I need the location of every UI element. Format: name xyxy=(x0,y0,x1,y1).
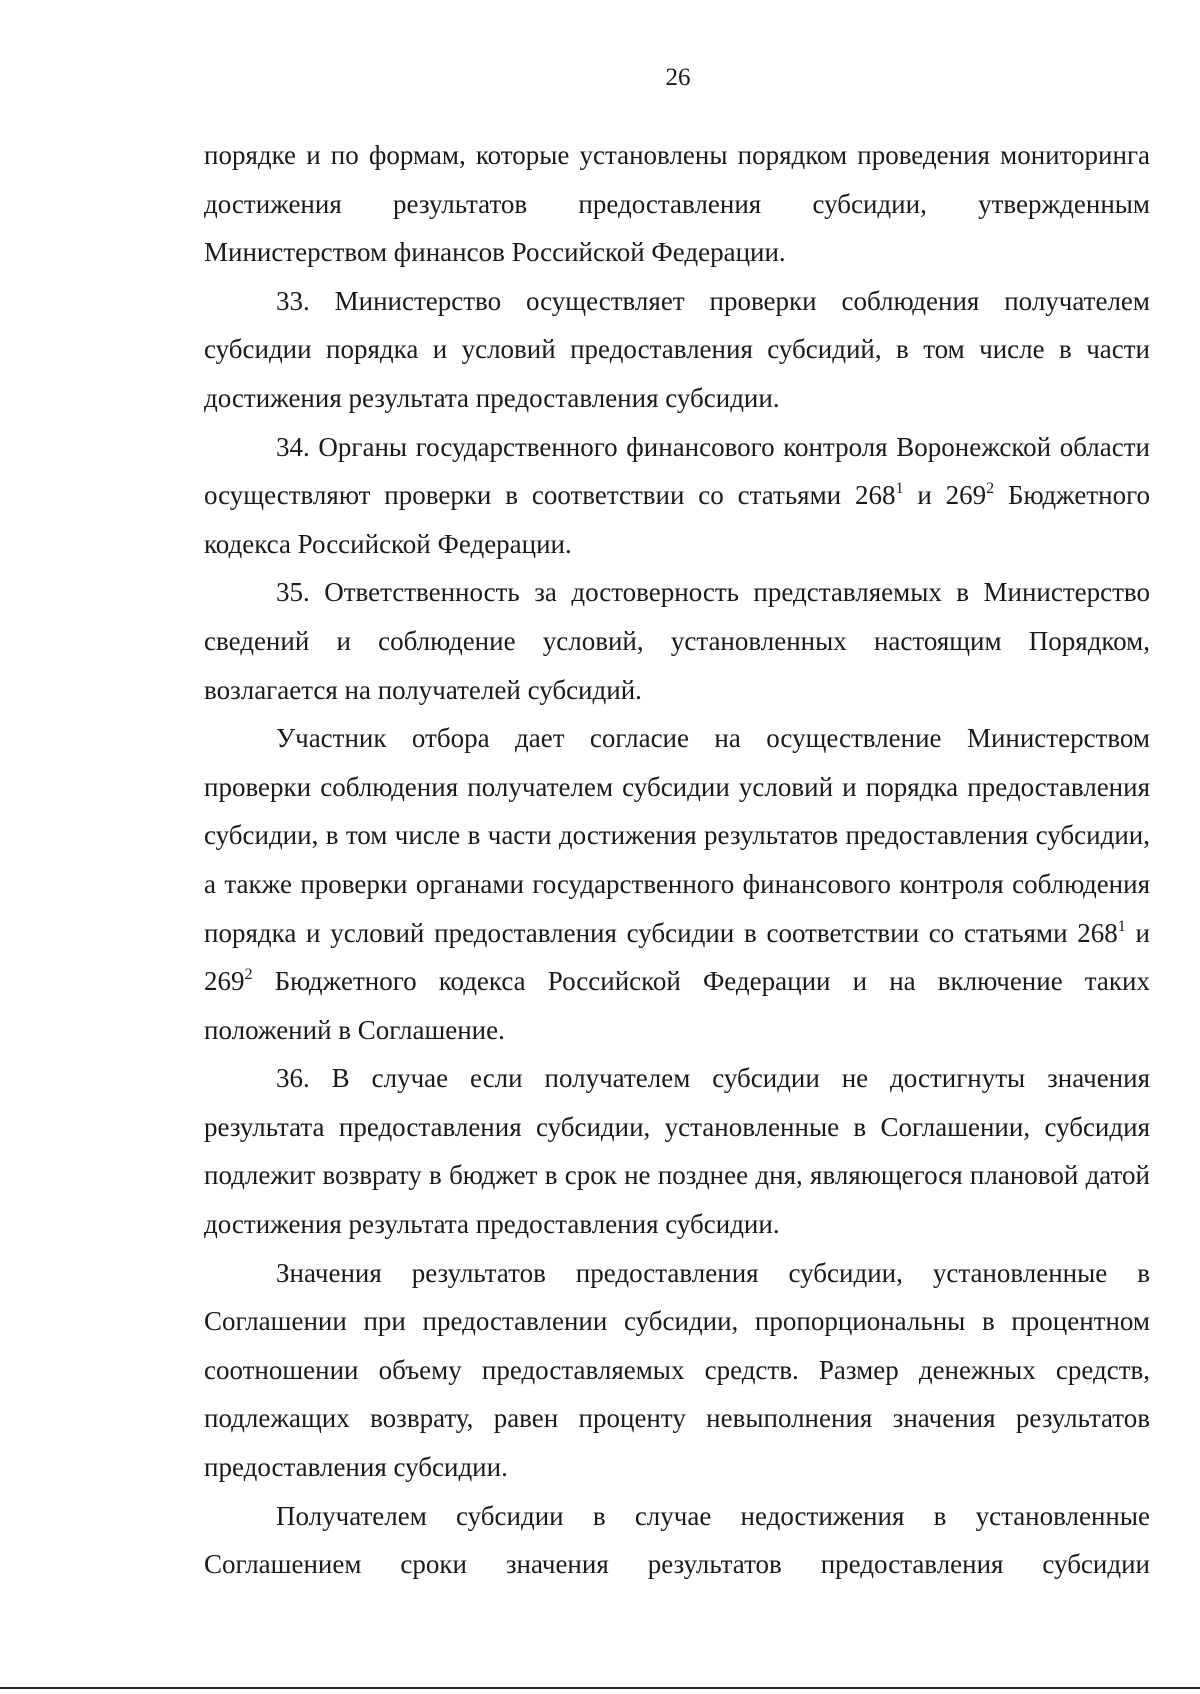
article-269-superscript: 2 xyxy=(986,480,995,498)
article-269-superscript: 2 xyxy=(244,966,253,984)
paragraph-participant-consent xyxy=(204,714,1150,1054)
paragraph-result-values: Значения результатов предоставления субсидии, установленные в Соглашении при предоставлении субсидии, пропорциональны в процентном соотношении объему предоставляемых средств. Размер денежных средств, подлежащих возврату, равен проценту невыполнения значения результатов предоставления субсидии. xyxy=(204,1257,1150,1483)
paragraph-continuation: порядке и по формам, которые установлены порядком проведения мониторинга достижения результатов предоставления субсидии, утвержденным Министерством финансов Российской Федерации. xyxy=(204,140,1150,268)
article-268-superscript: 1 xyxy=(895,480,904,498)
paragraph-34-text-start: 34. Органы государственного финансового контроля Воронежской области осуществляют проверки в соответствии со статьями xyxy=(204,431,1150,511)
article-268-ref: 268 xyxy=(1077,917,1118,948)
paragraph-34-text-end: Бюджетного кодекса Российской Федерации. xyxy=(204,480,1150,559)
document-body xyxy=(204,131,1150,1589)
participant-text-start: Участник отбора дает согласие на осуществление Министерством проверки соблюдения получателем субсидии условий и порядка предоставления субсидии, в том числе в части достижения результатов предоставления субсидии, а также проверки органами государственного финансового контроля соблюдения порядка и условий предоставления субсидии в соответствии со статьями xyxy=(204,723,1150,948)
conjunction: и xyxy=(1125,917,1150,948)
page-bottom-rule xyxy=(0,1687,1200,1689)
participant-text-end: Бюджетного кодекса Российской Федерации и на включение таких положений в Соглашение. xyxy=(204,966,1150,1045)
article-268-superscript: 1 xyxy=(1117,917,1126,935)
paragraph-33: 33. Министерство осуществляет проверки соблюдения получателем субсидии порядка и условий предоставления субсидий, в том числе в части достижения результата предоставления субсидии. xyxy=(204,285,1150,413)
paragraph-35: 35. Ответственность за достоверность представляемых в Министерство сведений и соблюдение условий, установленных настоящим Порядком, возлагается на получателей субсидий. xyxy=(204,577,1150,705)
page-number: 26 xyxy=(665,64,691,91)
article-268-ref: 268 xyxy=(854,480,896,511)
article-269-ref: 269 xyxy=(945,480,987,511)
conjunction: и xyxy=(903,480,946,511)
article-269-ref: 269 xyxy=(204,966,245,997)
paragraph-36: 36. В случае если получателем субсидии не достигнуты значения результата предоставления субсидии, установленные в Соглашении, субсидия подлежит возврату в бюджет в срок не позднее дня, являющегося плановой датой достижения результата предоставления субсидии. xyxy=(204,1063,1150,1240)
paragraph-34 xyxy=(204,423,1150,569)
paragraph-recipient-obligation: Получателем субсидии в случае недостижения в установленные Соглашением сроки значения результатов предоставления субсидии xyxy=(204,1500,1150,1580)
